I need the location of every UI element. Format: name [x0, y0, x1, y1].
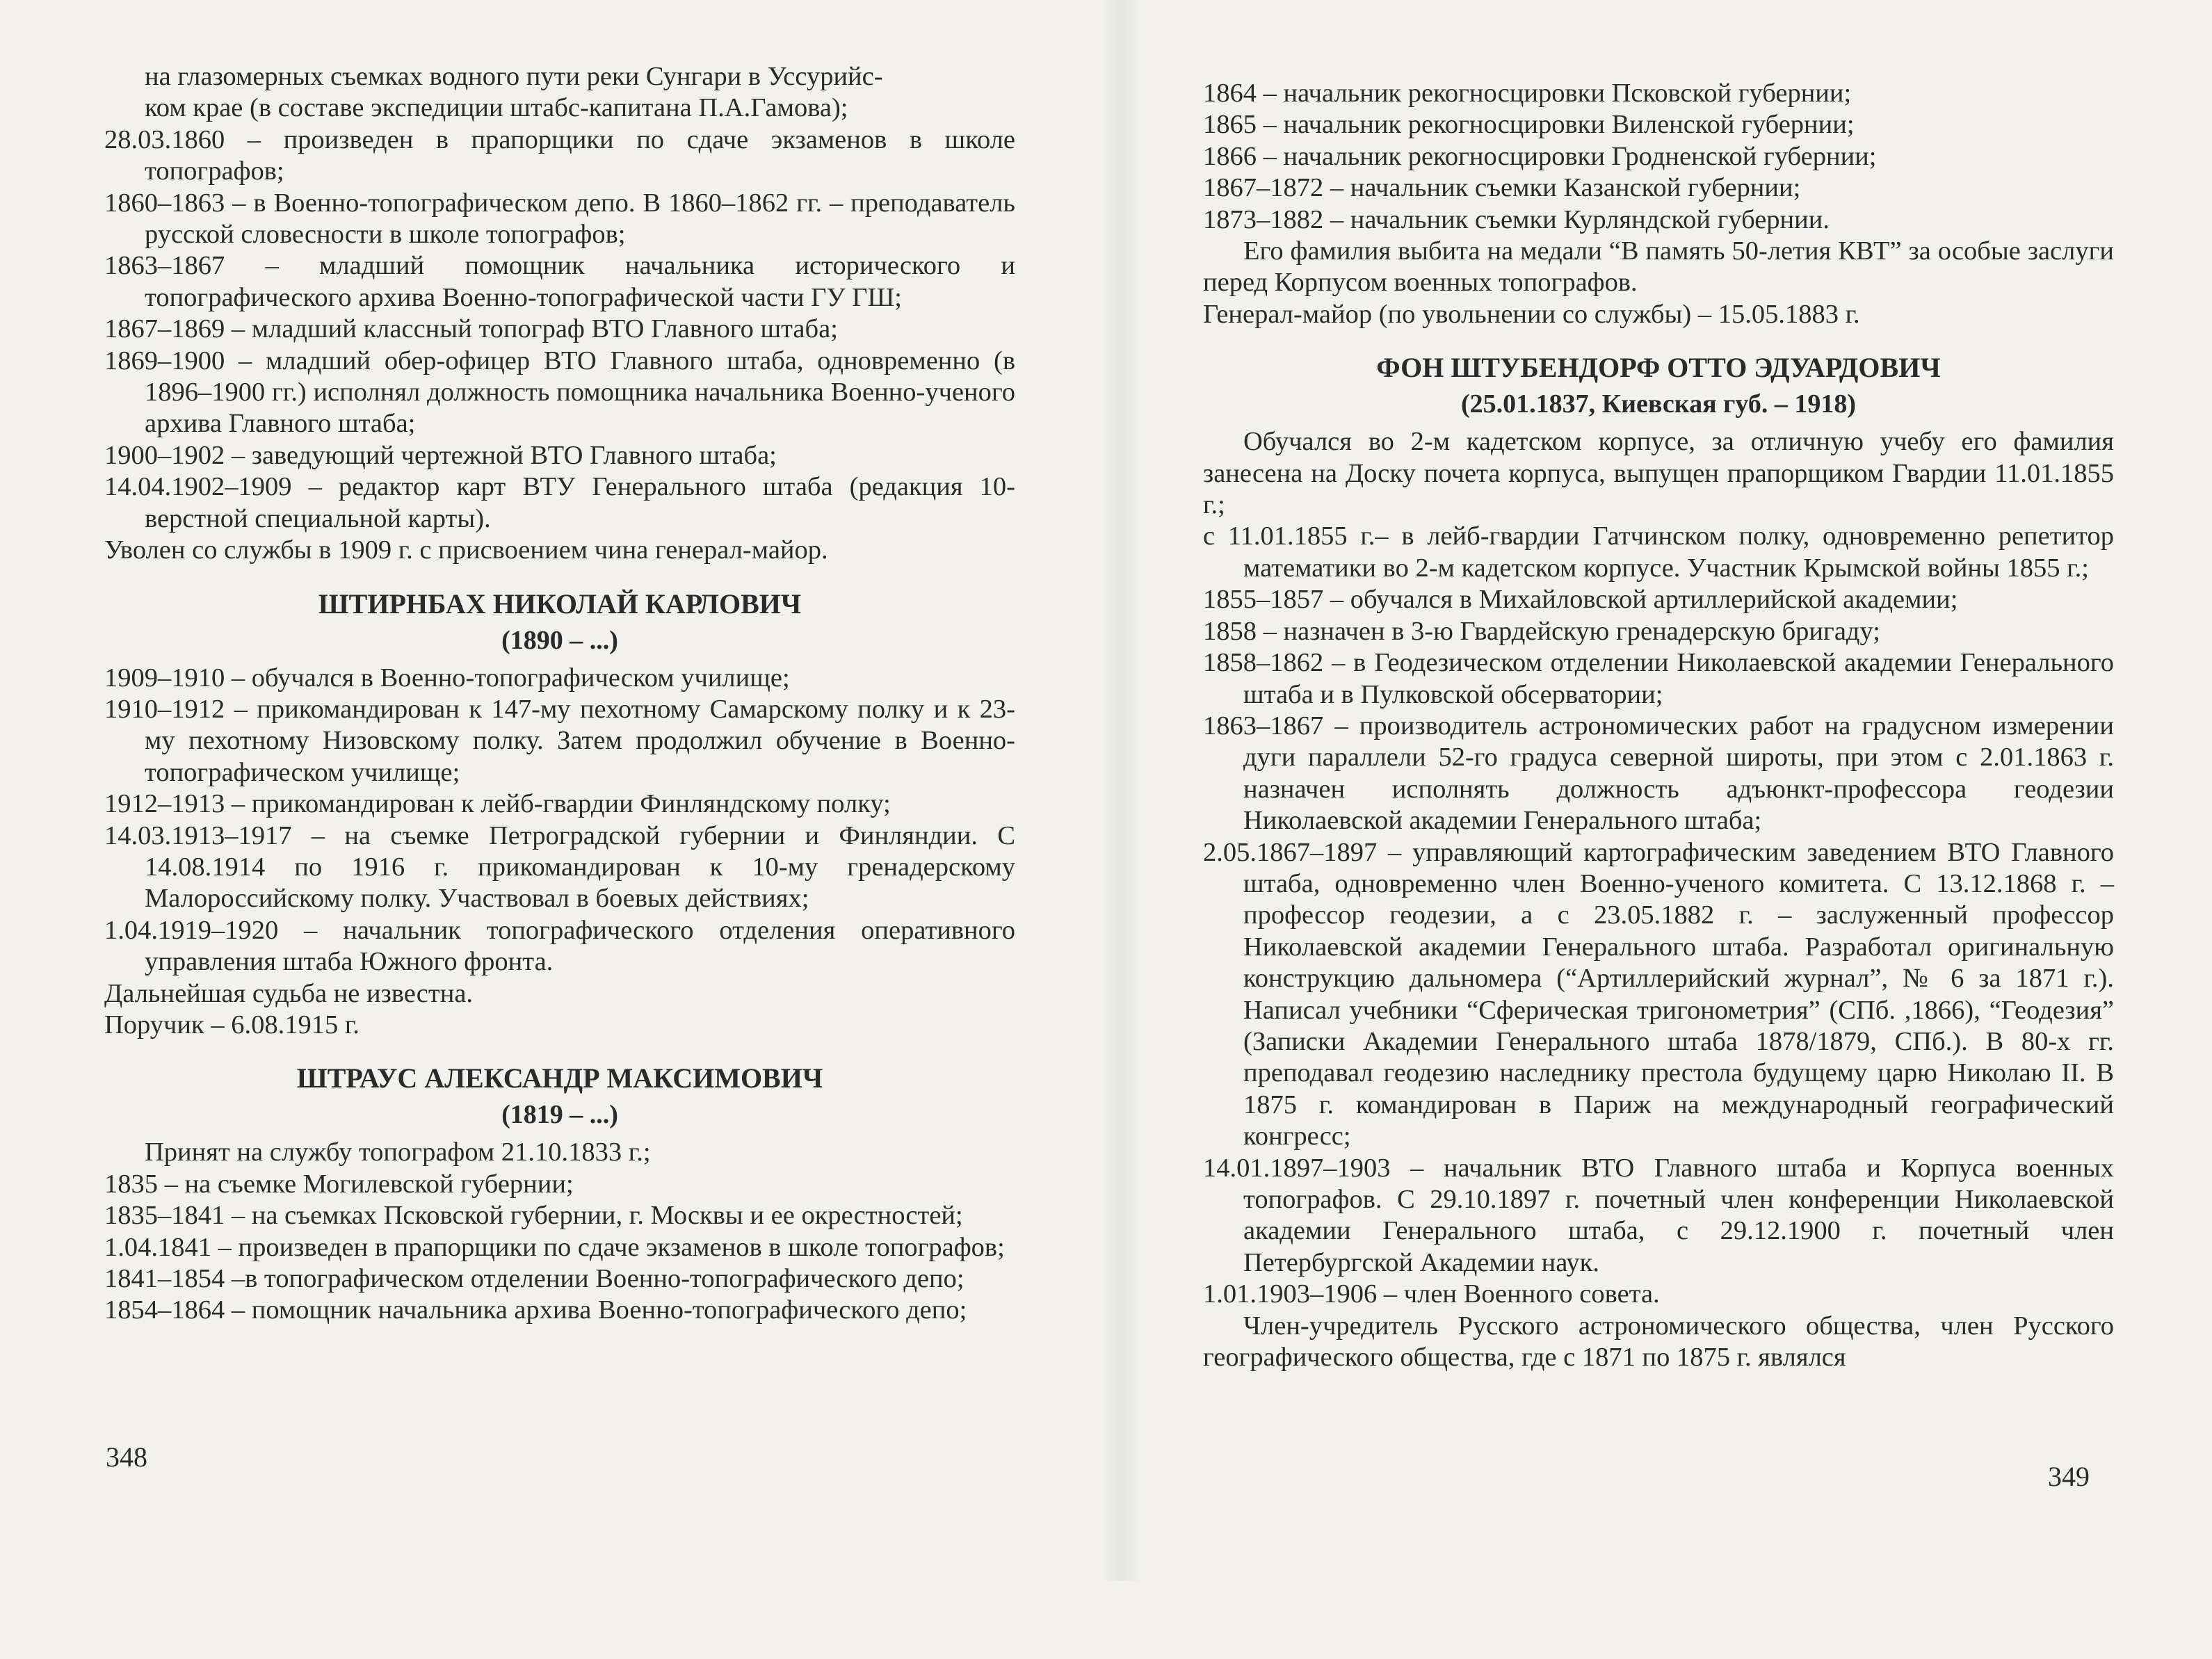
rank-note: Генерал-майор (по увольнении со службы) – 15.05.1883 г.	[1203, 299, 1860, 329]
closing-paragraph: Член-учредитель Русского астрономического общества, член Русского географического общества, где с 1871 по 1875 г. являлся	[1203, 1311, 2114, 1373]
list-item: 1855–1857 – обучался в Михайловской артиллерийской академии;	[1203, 585, 1958, 615]
person-dates: (25.01.1837, Киевская губ. – 1918)	[1460, 389, 1857, 419]
person-name: ШТРАУС АЛЕКСАНДР МАКСИМОВИЧ	[296, 1062, 823, 1094]
biography-header	[104, 1059, 1015, 1131]
biography-header	[104, 585, 1015, 657]
person-dates: (1890 – ...)	[501, 625, 618, 655]
list-item: 1.04.1841 – произведен в прапорщики по сдаче экзаменов в школе топографов;	[104, 1232, 1005, 1262]
list-item: 1867–1869 – младший классный топограф ВТО Главного штаба;	[104, 314, 838, 344]
rank-note: Поручик – 6.08.1915 г.	[104, 1010, 360, 1039]
list-item: 1.04.1919–1920 – начальник топографического отделения оперативного управления штаба Южного фронта.	[104, 915, 1015, 977]
list-item: 1860–1863 – в Военно-топографическом депо. В 1860–1862 гг. – преподаватель русской словесности в школе топографов;	[104, 188, 1015, 250]
intro-paragraph: Обучался во 2-м кадетском корпусе, за отличную учебу его фамилия занесена на Доску почета корпуса, выпущен прапорщиком Гвардии 11.01.1855 г.;	[1203, 427, 2114, 520]
list-item: 2.05.1867–1897 – управляющий картографическим заведением ВТО Главного штаба, одновременно член Военно-ученого комитета. С 13.12.1868 г. – профессор геодезии, а с 23.05.1882 г. – заслуженный профессор Николаевской академии Генерального штаба. Разработал оригинальную конструкцию дальномера (“Артиллерийский журнал”, № 6 за 1871 г.). Написал учебники “Сферическая тригонометрия” (СПб. ,1866), “Геодезия” (Записки Академии Генерального штаба 1878/1879, СПб.). В 80-х гг. преподавал геодезию наследнику престола будущему царю Николаю II. В 1875 г. командирован в Париж на международный географический конгресс;	[1203, 837, 2114, 1151]
person-name: ФОН ШТУБЕНДОРФ ОТТО ЭДУАРДОВИЧ	[1376, 352, 1941, 384]
list-item: 1910–1912 – прикомандирован к 147-му пехотному Самарскому полку и к 23-му пехотному Низовскому полку. Затем продолжил обучение в Военно-топографическом училище;	[104, 694, 1015, 787]
right-page	[1203, 78, 2114, 1659]
opening-line-2: ком крае (в составе экспедиции штабс-капитана П.А.Гамова);	[145, 93, 848, 123]
list-item: 1873–1882 – начальник съемки Курляндской губернии.	[1203, 204, 1830, 234]
list-item: 1865 – начальник рекогносцировки Виленской губернии;	[1203, 110, 1855, 140]
fate-note: Дальнейшая судьба не известна.	[104, 978, 474, 1008]
list-item: 1835–1841 – на съемках Псковской губернии, г. Москвы и ее окрестностей;	[104, 1201, 963, 1231]
list-item: 1867–1872 – начальник съемки Казанской губернии;	[1203, 173, 1801, 203]
list-item: 1858 – назначен в 3-ю Гвардейскую гренадерскую бригаду;	[1203, 616, 1880, 646]
opening-line-1: на глазомерных съемках водного пути реки Сунгари в Уссурийс-	[145, 62, 883, 91]
list-item: 1864 – начальник рекогносцировки Псковской губернии;	[1203, 79, 1852, 108]
list-item: 1863–1867 – производитель астрономических работ на градусном измерении дуги параллели 52-го градуса северной широты, при этом с 2.01.1863 г. назначен исполнять должность адъюнкт-профессора геодезии Николаевской академии Генерального штаба;	[1203, 711, 2114, 836]
person-name: ШТИРНБАХ НИКОЛАЙ КАРЛОВИЧ	[318, 588, 802, 620]
list-item: 1835 – на съемке Могилевской губернии;	[104, 1169, 574, 1199]
left-page	[104, 61, 1015, 1642]
list-item: 1.01.1903–1906 – член Военного совета.	[1203, 1279, 1660, 1309]
list-item: 1912–1913 – прикомандирован к лейб-гвардии Финляндскому полку;	[104, 789, 891, 819]
intro-paragraph: Принят на службу топографом 21.10.1833 г.;	[145, 1138, 651, 1167]
list-item: 1841–1854 –в топографическом отделении Военно-топографического депо;	[104, 1264, 964, 1293]
biography-header	[1203, 348, 2114, 421]
list-item: 1854–1864 – помощник начальника архива Военно-топографического депо;	[104, 1295, 967, 1325]
book-fold-shadow	[1101, 0, 1143, 1581]
list-item: 1863–1867 – младший помощник начальника исторического и топографического архива Военно-топографической части ГУ ГШ;	[104, 251, 1015, 312]
person-dates: (1819 – ...)	[501, 1100, 618, 1130]
list-item: 28.03.1860 – произведен в прапорщики по сдаче экзаменов в школе топографов;	[104, 124, 1015, 186]
list-item: 14.03.1913–1917 – на съемке Петроградской губернии и Финляндии. С 14.08.1914 по 1916 г. прикомандирован к 10-му гренадерскому Малороссийскому полку. Участвовал в боевых действиях;	[104, 820, 1015, 914]
medal-note: Его фамилия выбита на медали “В память 50-летия КВТ” за особые заслуги перед Корпусом военных топографов.	[1203, 236, 2114, 298]
page-number: 349	[2048, 1461, 2090, 1492]
retirement-note: Уволен со службы в 1909 г. с присвоением чина генерал-майор.	[104, 535, 828, 565]
list-item: 1900–1902 – заведующий чертежной ВТО Главного штаба;	[104, 440, 777, 470]
list-item: с 11.01.1855 г.– в лейб-гвардии Гатчинском полку, одновременно репетитор математики во 2-м кадетском корпусе. Участник Крымской войны 1855 г.;	[1203, 521, 2114, 583]
list-item: 1909–1910 – обучался в Военно-топографическом училище;	[104, 663, 790, 693]
list-item: 14.01.1897–1903 – начальник ВТО Главного штаба и Корпуса военных топографов. С 29.10.1897 г. почетный член конференции Николаевской академии Генерального штаба, с 29.12.1900 г. почетный член Петербургской Академии наук.	[1203, 1153, 2114, 1277]
page-number: 348	[106, 1441, 147, 1473]
list-item: 14.04.1902–1909 – редактор карт ВТУ Генерального штаба (редакция 10-верстной специальной карты).	[104, 472, 1015, 533]
list-item: 1858–1862 – в Геодезическом отделении Николаевской академии Генерального штаба и в Пулковской обсерватории;	[1203, 648, 2114, 709]
list-item: 1869–1900 – младший обер-офицер ВТО Главного штаба, одновременно (в 1896–1900 гг.) исполнял должность помощника начальника Военно-ученого архива Главного штаба;	[104, 346, 1015, 439]
list-item: 1866 – начальник рекогносцировки Гродненской губернии;	[1203, 141, 1877, 171]
